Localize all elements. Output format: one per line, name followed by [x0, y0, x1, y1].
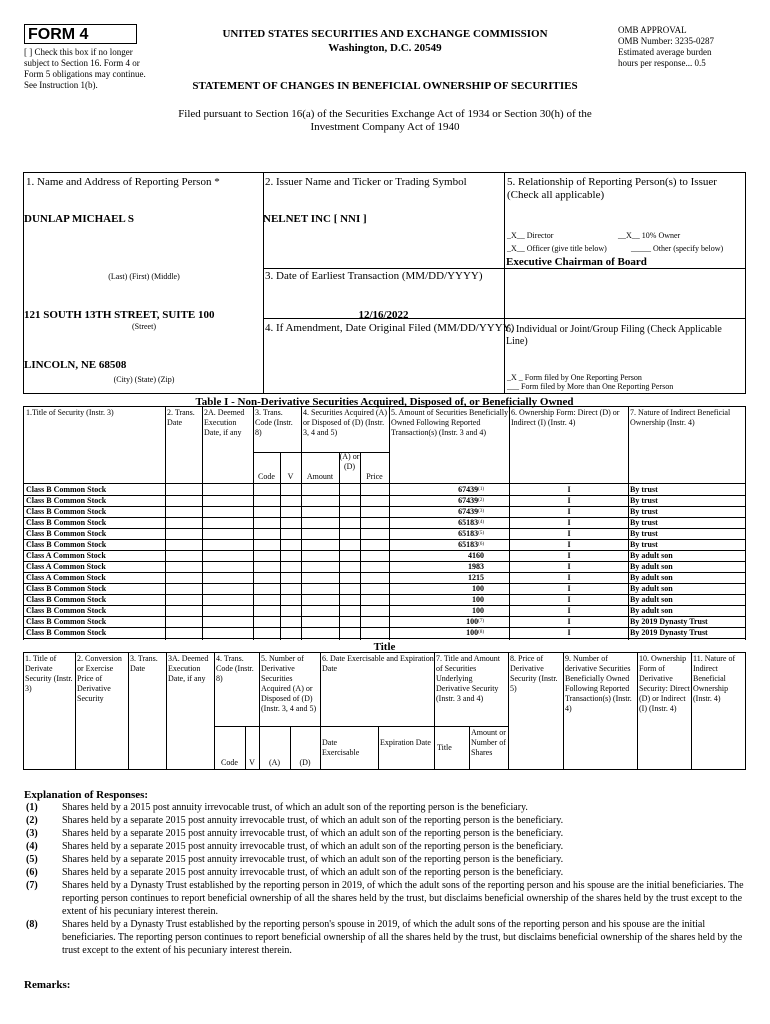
t2-h2: 2. Conversion or Exercise Price of Derivative Security: [77, 654, 122, 703]
reporting-person-label: 1. Name and Address of Reporting Person *: [26, 176, 220, 188]
city-subtitle: (City) (State) (Zip): [113, 375, 175, 384]
explanation-item: [24, 918, 746, 957]
security-title: Class B Common Stock: [26, 595, 107, 604]
explanation-list: [24, 801, 746, 957]
ownership-nature: By adult son: [630, 584, 673, 593]
t2-h-a: (A): [268, 758, 281, 767]
security-title: Class B Common Stock: [26, 540, 107, 549]
ten-percent-owner-checkbox[interactable]: __X__ 10% Owner: [618, 231, 681, 240]
amount-owned: 67439$^{(2)}$: [458, 496, 484, 505]
agency-name: UNITED STATES SECURITIES AND EXCHANGE COMMISSION: [222, 28, 548, 40]
ownership-nature: By trust: [630, 496, 658, 505]
remarks-label: Remarks:: [24, 979, 71, 991]
t1-h-aord: (A) or (D): [339, 452, 360, 471]
amount-owned: 1983: [468, 562, 484, 571]
t2-h7: 7. Title and Amount of Securities Underlying Derivative Security (Instr. 3 and 4): [436, 654, 501, 703]
explanation-number: (8): [26, 919, 38, 930]
ownership-form: I: [567, 518, 571, 527]
security-title: Class B Common Stock: [26, 617, 107, 626]
security-title: Class B Common Stock: [26, 529, 107, 538]
grid-divider: [504, 172, 505, 394]
explanation-number: (4): [26, 841, 38, 852]
security-title: Class B Common Stock: [26, 606, 107, 615]
ownership-form: I: [567, 606, 571, 615]
ownership-nature: By adult son: [630, 595, 673, 604]
explanation-number: (2): [26, 815, 38, 826]
amount-owned: 100: [472, 595, 484, 604]
security-title: Class A Common Stock: [26, 573, 106, 582]
t2-h9: 9. Number of derivative Securities Beneficially Owned Following Reported Transaction(s) (Instr. 4): [565, 654, 632, 713]
explanation-item: [24, 840, 746, 853]
t1-h-acquired: 4. Securities Acquired (A) or Disposed of (D) (Instr. 3, 4 and 5): [303, 408, 387, 437]
t1-h-code-sub: Code: [258, 472, 275, 481]
one-person-checkbox[interactable]: _X _ Form filed by One Reporting Person: [507, 373, 642, 382]
ownership-nature: By trust: [630, 540, 658, 549]
filing-label: 6. Individual or Joint/Group Filing (Check Applicable Line): [506, 324, 722, 347]
street-subtitle: (Street): [132, 322, 156, 331]
explanation-number: (1): [26, 802, 38, 813]
security-title: Class B Common Stock: [26, 584, 107, 593]
t1-h-v: V: [287, 472, 294, 481]
ownership-form: I: [567, 540, 571, 549]
grid-divider: [263, 172, 264, 394]
t2-h3a: 3A. Deemed Execution Date, if any: [168, 654, 209, 683]
t2-h-amount-shares: Amount or Number of Shares: [471, 728, 506, 757]
more-person-checkbox[interactable]: ___ Form filed by More than One Reporting Person: [507, 382, 674, 391]
ownership-nature: By 2019 Dynasty Trust: [630, 628, 708, 637]
amount-owned: 67439$^{(1)}$: [458, 485, 484, 494]
security-title: Class B Common Stock: [26, 485, 107, 494]
relationship-check: (Check all applicable): [507, 189, 605, 201]
amount-owned: 65183$^{(5)}$: [458, 529, 484, 538]
ownership-form: I: [567, 529, 571, 538]
transaction-date: 12/16/2022: [358, 309, 409, 321]
t1-h-price: Price: [366, 472, 383, 481]
t2-h6: 6. Date Exercisable and Expiration Date: [322, 654, 434, 673]
security-title: Class A Common Stock: [26, 562, 106, 571]
ownership-form: I: [567, 562, 571, 571]
ownership-nature: By adult son: [630, 606, 673, 615]
explanation-number: (7): [26, 880, 38, 891]
other-checkbox[interactable]: _____ Other (specify below): [631, 244, 724, 253]
ownership-nature: By trust: [630, 485, 658, 494]
ownership-nature: By adult son: [630, 573, 673, 582]
omb-approval: [618, 25, 758, 69]
filed-pursuant-line-1: Filed pursuant to Section 16(a) of the Securities Exchange Act of 1934 or Section 30(h) of the: [178, 108, 592, 120]
explanation-text: Shares held by a Dynasty Trust established by the reporting person's spouse in 2019, of which the adult sons of the reporting person and his spouse are the initial beneficiaries. The reporting person continues to report beneficial ownership of all the shares held by the trust, but disclaims beneficial ownership of the shares held by the trust except to the extent of his pecuniary interest therein.: [62, 919, 743, 956]
table1-title: Table I - Non-Derivative Securities Acquired, Disposed of, or Beneficially Owned: [195, 396, 574, 408]
t1-h-ownership: 6. Ownership Form: Direct (D) or Indirect (I) (Instr. 4): [511, 408, 620, 427]
reporting-street: 121 SOUTH 13TH STREET, SUITE 100: [24, 309, 215, 321]
explanation-number: (5): [26, 854, 38, 865]
ownership-nature: By trust: [630, 518, 658, 527]
explanation-text: Shares held by a separate 2015 post annuity irrevocable trust, of which an adult son of the reporting person is the beneficiary.: [62, 828, 564, 839]
form-title: FORM 4: [28, 26, 89, 43]
t1-h-code: 3. Trans. Code (Instr. 8): [255, 408, 293, 437]
issuer-name: NELNET INC [ NNI ]: [263, 213, 367, 225]
amount-owned: 1215: [468, 573, 484, 582]
filed-pursuant: [100, 108, 670, 134]
amount-owned: 100$^{(7)}$: [466, 617, 484, 626]
security-title: Class A Common Stock: [26, 551, 106, 560]
omb-line: Estimated average burden: [618, 47, 712, 57]
grid-divider: [263, 268, 504, 269]
explanation-item: [24, 853, 746, 866]
t2-h3: 3. Trans. Date: [130, 654, 158, 673]
t2-h11: 11. Nature of Indirect Beneficial Ownership (Instr. 4): [693, 654, 736, 703]
t2-h4: 4. Trans. Code (Instr. 8): [216, 654, 254, 683]
table2-title: Title: [373, 641, 396, 653]
explanation-text: Shares held by a separate 2015 post annuity irrevocable trust, of which an adult son of the reporting person is the beneficiary.: [62, 815, 564, 826]
amount-owned: 100: [472, 606, 484, 615]
t2-h1: 1. Title of Derivate Security (Instr. 3): [25, 654, 73, 693]
t2-h8: 8. Price of Derivative Security (Instr. 5): [510, 654, 558, 693]
ownership-form: I: [567, 595, 571, 604]
no-longer-subject-checkbox-text[interactable]: [ ] Check this box if no longer subject to Section 16. Form 4 or Form 5 obligations may continue. See Instruction 1(b).: [24, 47, 146, 90]
security-title: Class B Common Stock: [26, 507, 107, 516]
explanation-text: Shares held by a separate 2015 post annuity irrevocable trust, of which an adult son of the reporting person is the beneficiary.: [62, 867, 564, 878]
ownership-nature: By adult son: [630, 562, 673, 571]
reporting-grid: [23, 172, 746, 394]
amount-owned: 65183$^{(4)}$: [458, 518, 484, 527]
t1-h-amount: Amount: [306, 472, 334, 481]
t2-h-code: Code: [221, 758, 238, 767]
ownership-nature: By trust: [630, 529, 658, 538]
explanation-text: Shares held by a separate 2015 post annuity irrevocable trust, of which an adult son of the reporting person is the beneficiary.: [62, 841, 564, 852]
ownership-form: I: [567, 617, 571, 626]
explanation-item: [24, 814, 746, 827]
explanation-text: Shares held by a separate 2015 post annuity irrevocable trust, of which an adult son of the reporting person is the beneficiary.: [62, 854, 564, 865]
officer-checkbox[interactable]: _X__ Officer (give title below): [507, 244, 607, 253]
t2-h5: 5. Number of Derivative Securities Acquired (A) or Disposed of (D) (Instr. 3, 4 and 5): [261, 654, 317, 713]
officer-title: Executive Chairman of Board: [506, 256, 647, 268]
amount-owned: 65183$^{(6)}$: [458, 540, 484, 549]
omb-line: hours per response... 0.5: [618, 58, 706, 68]
explanation-number: (6): [26, 867, 38, 878]
ownership-nature: By trust: [630, 507, 658, 516]
ownership-form: I: [567, 628, 571, 637]
t2-h-date-ex: Date Exercisable: [322, 738, 360, 757]
explanation-item: [24, 879, 746, 918]
table-row: [24, 627, 745, 639]
ownership-form: I: [567, 573, 571, 582]
security-title: Class B Common Stock: [26, 496, 107, 505]
t2-h-d: (D): [299, 758, 311, 767]
agency-location: Washington, D.C. 20549: [328, 42, 442, 54]
security-title: Class B Common Stock: [26, 518, 107, 527]
amount-owned: 100$^{(8)}$: [466, 628, 484, 637]
explanation-number: (3): [26, 828, 38, 839]
form-title-box: [24, 24, 137, 44]
t2-h-exp: Expiration Date: [380, 738, 431, 747]
amendment-label: 4. If Amendment, Date Original Filed (MM/DD/YYYY): [265, 322, 515, 334]
amount-owned: 100: [472, 584, 484, 593]
t2-h-title: Title: [437, 743, 452, 752]
issuer-label: 2. Issuer Name and Ticker or Trading Symbol: [265, 176, 467, 188]
ownership-form: I: [567, 485, 571, 494]
ownership-form: I: [567, 496, 571, 505]
ownership-form: I: [567, 551, 571, 560]
reporting-city: LINCOLN, NE 68508: [24, 359, 127, 371]
t1-h-nature: 7. Nature of Indirect Beneficial Ownership (Instr. 4): [630, 408, 731, 427]
explanation-item: [24, 801, 746, 814]
t2-h-v: V: [249, 758, 255, 767]
t1-h-date: 2. Trans. Date: [167, 408, 195, 427]
explanation-heading: Explanation of Responses:: [24, 789, 149, 801]
director-checkbox[interactable]: _X__ Director: [507, 231, 554, 240]
t1-h-amount-owned: 5. Amount of Securities Beneficially Owned Following Reported Transaction(s) (Instr. 3 and 4): [391, 408, 509, 437]
transaction-date-label: 3. Date of Earliest Transaction (MM/DD/YYYY): [265, 270, 483, 282]
explanation-text: Shares held by a Dynasty Trust established by the reporting person in 2019, of which the adult sons of the reporting person and his spouse are the initial beneficiaries. The reporting person continues to report beneficial ownership of all the shares held by the trust, but disclaims beneficial ownership of the shares held by the trust except to the extent of his pecuniary interest therein.: [62, 880, 744, 917]
ownership-nature: By 2019 Dynasty Trust: [630, 617, 708, 626]
relationship-label: 5. Relationship of Reporting Person(s) to Issuer: [507, 176, 717, 188]
statement-title: STATEMENT OF CHANGES IN BENEFICIAL OWNERSHIP OF SECURITIES: [192, 80, 578, 92]
name-subtitle: (Last) (First) (Middle): [108, 272, 180, 281]
amount-owned: 67439$^{(3)}$: [458, 507, 484, 516]
reporting-person-name: DUNLAP MICHAEL S: [24, 213, 135, 225]
omb-line: OMB Number: 3235-0287: [618, 36, 714, 46]
ownership-form: I: [567, 584, 571, 593]
omb-line: OMB APPROVAL: [618, 25, 687, 35]
explanation-item: [24, 866, 746, 879]
filed-pursuant-line-2: Investment Company Act of 1940: [310, 121, 460, 133]
amount-owned: 4160: [468, 551, 484, 560]
security-title: Class B Common Stock: [26, 628, 107, 637]
ownership-form: I: [567, 507, 571, 516]
explanation-item: [24, 827, 746, 840]
t2-h10: 10. Ownership Form of Derivative Security: Direct (D) or Indirect (I) (Instr. 4): [639, 654, 690, 713]
ownership-nature: By adult son: [630, 551, 673, 560]
t1-h-deemed: 2A. Deemed Execution Date, if any: [204, 408, 245, 437]
explanation-text: Shares held by a 2015 post annuity irrevocable trust, of which an adult son of the reporting person is the beneficiary.: [62, 802, 528, 813]
t1-h-title: 1.Title of Security (Instr. 3): [26, 408, 114, 417]
